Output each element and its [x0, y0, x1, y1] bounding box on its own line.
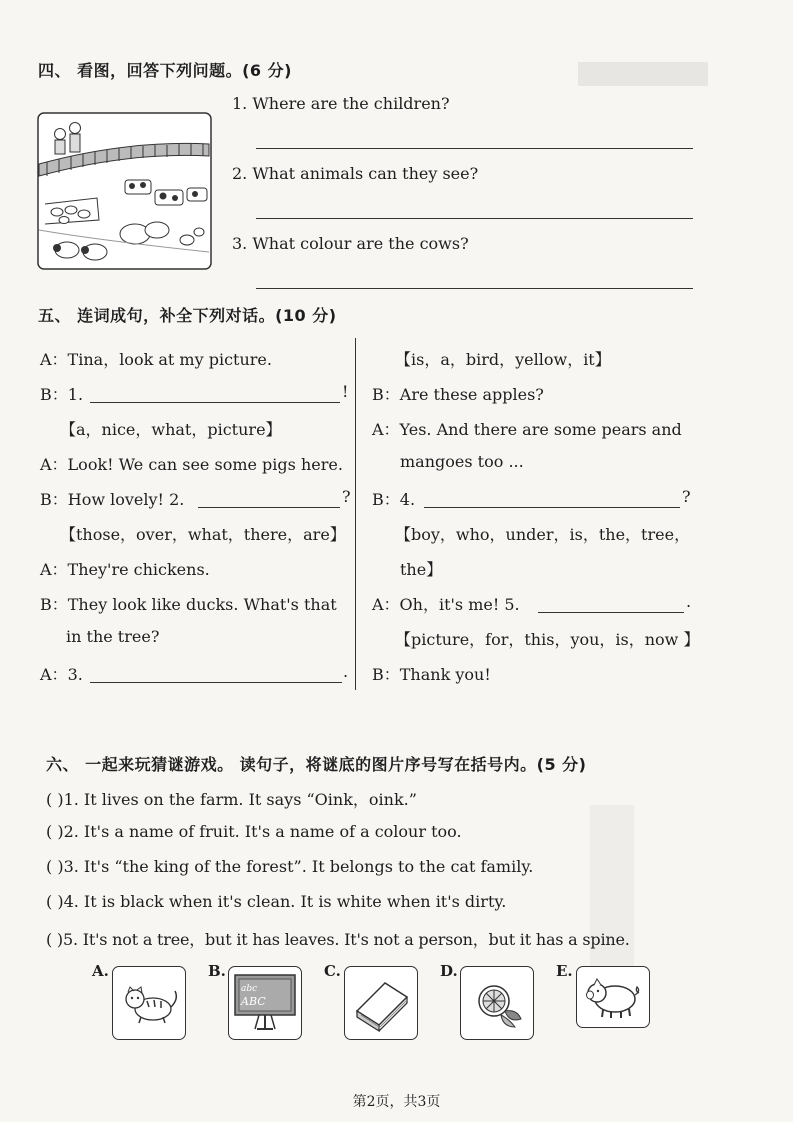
orange-icon: [461, 967, 533, 1039]
word-hint-2: 【those，over，what，there，are】: [60, 525, 346, 544]
blank-2[interactable]: [198, 507, 340, 508]
option-d-box: [460, 966, 534, 1040]
dialogue-line: B：4.: [372, 490, 416, 509]
farm-illustration: [37, 112, 212, 270]
page-footer: 第2页，共3页: [352, 1094, 441, 1110]
blank-1[interactable]: [90, 402, 340, 403]
section4-heading: 四、 看图，回答下列问题。(6 分): [38, 61, 292, 80]
dialogue-line: mangoes too ...: [400, 452, 524, 471]
dialogue-line: B：How lovely! 2.: [40, 490, 185, 509]
option-a-box: [112, 966, 186, 1040]
section6-heading: 六、 一起来玩猜谜游戏。 读句子，将谜底的图片序号写在括号内。(5 分): [46, 755, 587, 774]
answer-line-2[interactable]: [256, 218, 693, 219]
question-3: 3. What colour are the cows?: [232, 234, 469, 253]
blackboard-icon: [229, 967, 301, 1039]
bleed-through-mark: [578, 62, 708, 86]
option-label-a: A.: [92, 962, 109, 980]
blank-1-end: !: [342, 382, 349, 401]
riddle-5: ( )5. It's not a tree，but it has leaves. It's not a person，but it has a spine.: [46, 930, 630, 949]
dialogue-line: B：Thank you!: [372, 665, 491, 684]
blank-3-end: .: [343, 662, 349, 681]
board-text-2: ABC: [241, 995, 266, 1008]
question-2: 2. What animals can they see?: [232, 164, 479, 183]
dialogue-line: B：They look like ducks. What's that: [40, 595, 337, 614]
option-label-d: D.: [440, 962, 458, 980]
word-hint-1: 【a，nice，what，picture】: [60, 420, 282, 439]
dialogue-line: B：1.: [40, 385, 84, 404]
pig-icon: [577, 967, 649, 1027]
option-e-box: [576, 966, 650, 1028]
dialogue-line: A：Yes. And there are some pears and: [372, 420, 682, 439]
word-hint-r2-cont: the】: [400, 560, 443, 579]
word-hint-r2: 【boy，who，under，is，the，tree，: [395, 525, 691, 544]
riddle-3: ( )3. It's “the king of the forest”. It belongs to the cat family.: [46, 857, 534, 876]
blank-5[interactable]: [538, 612, 684, 613]
dialogue-line: in the tree?: [66, 627, 160, 646]
blank-5-end: .: [686, 592, 692, 611]
answer-line-3[interactable]: [256, 288, 693, 289]
riddle-4: ( )4. It is black when it's clean. It is white when it's dirty.: [46, 892, 507, 911]
option-label-b: B.: [208, 962, 226, 980]
option-label-e: E.: [556, 962, 573, 980]
option-label-c: C.: [324, 962, 341, 980]
dialogue-line: A：They're chickens.: [40, 560, 210, 579]
book-icon: [345, 967, 417, 1039]
word-hint-r3: 【picture，for，this，you，is，now 】: [395, 630, 700, 649]
tiger-icon: [113, 967, 185, 1039]
riddle-1: ( )1. It lives on the farm. It says “Oink，oink.”: [46, 790, 417, 809]
word-hint-r1: 【is，a，bird，yellow，it】: [395, 350, 611, 369]
dialogue-line: B：Are these apples?: [372, 385, 544, 404]
blank-4-end: ?: [682, 487, 691, 506]
blank-4[interactable]: [424, 507, 680, 508]
blank-3[interactable]: [90, 682, 342, 683]
question-1: 1. Where are the children?: [232, 94, 450, 113]
dialogue-line: A：Oh，it's me! 5.: [372, 595, 520, 614]
section5-heading: 五、 连词成句，补全下列对话。(10 分): [38, 306, 337, 325]
answer-line-1[interactable]: [256, 148, 693, 149]
column-divider: [355, 338, 356, 690]
dialogue-line: A：3.: [40, 665, 83, 684]
dialogue-line: A：Tina，look at my picture.: [40, 350, 272, 369]
riddle-2: ( )2. It's a name of fruit. It's a name of a colour too.: [46, 822, 462, 841]
dialogue-line: A：Look! We can see some pigs here.: [40, 455, 343, 474]
blank-2-end: ?: [342, 487, 351, 506]
board-text-1: abc: [241, 984, 258, 994]
option-c-box: [344, 966, 418, 1040]
option-b-box: [228, 966, 302, 1040]
